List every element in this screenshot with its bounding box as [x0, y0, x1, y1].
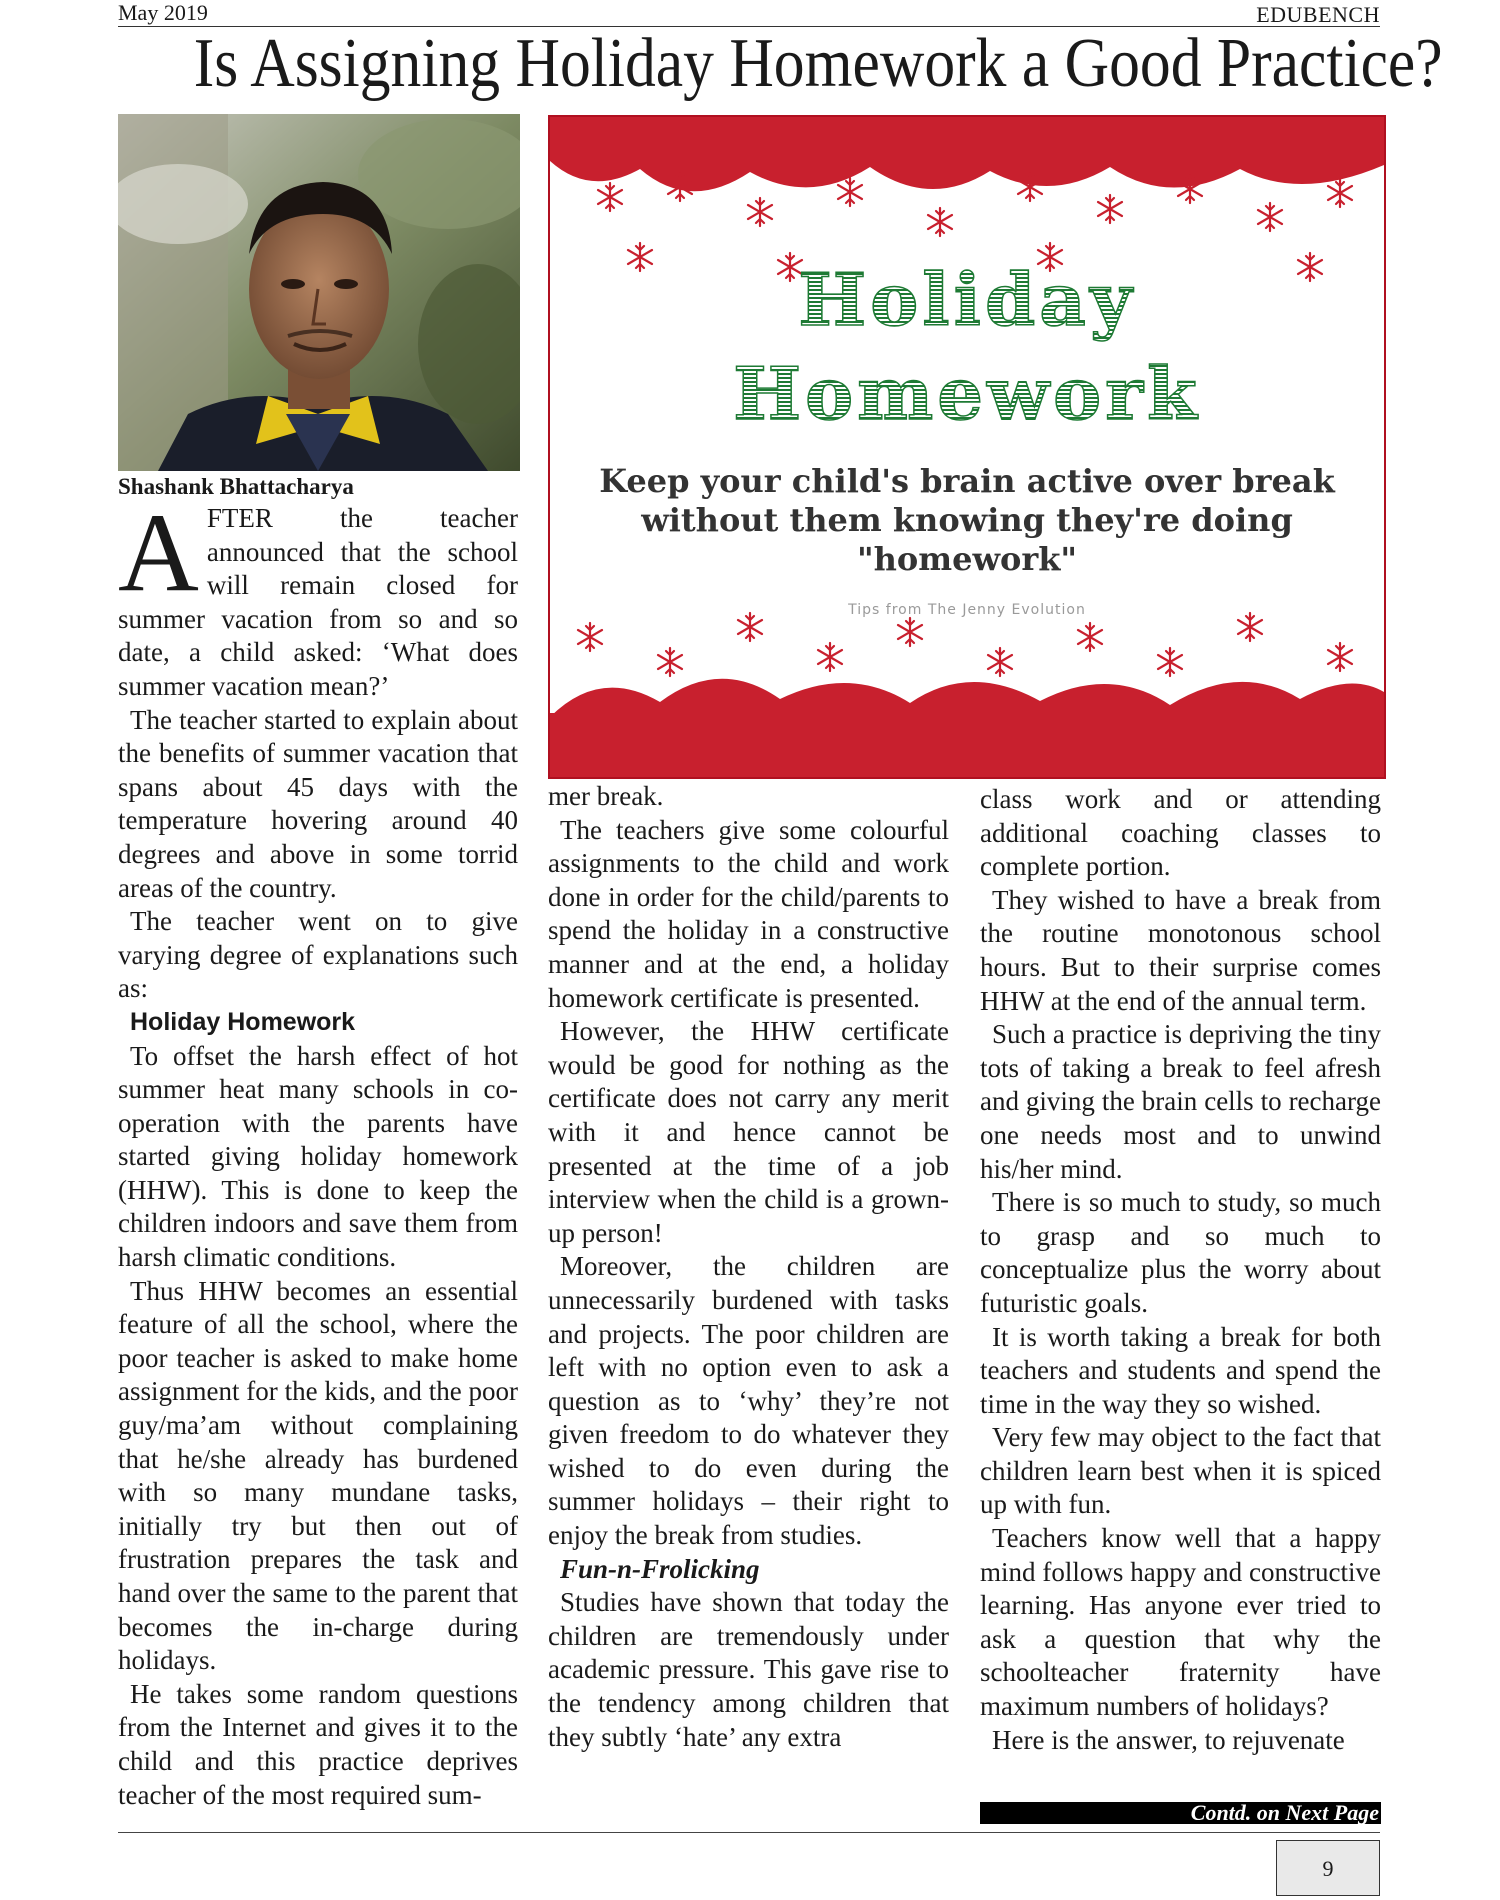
paragraph: FTER the teacher announced that the school will remain closed for summer vacation from so and so date, a child asked: ‘What does summer vacation mean?’ [118, 503, 518, 701]
poster-credit: Tips from The Jenny Evolution [848, 602, 1086, 618]
paragraph: However, the HHW certificate would be good for nothing as the certificate does not carry any merit with it and hence cannot be presented at the time of a job interview when the child is a grown-up person! [548, 1016, 949, 1248]
article-column-3 [980, 783, 1381, 1757]
paragraph: The teacher went on to give varying degree of explanations such as: [118, 906, 518, 1004]
drop-cap: A [118, 491, 199, 615]
paragraph: The teachers give some colourful assignments to the child and work done in order for the child/parents to spend the holiday in a constructive manner and at the end, a holiday homework certificate is presented. [548, 814, 949, 1013]
paragraph: Moreover, the children are unnecessarily burdened with tasks and projects. The poor children are left with no option even to ask a question as to ‘why’ they’re not given freedom to do whatever they wished to do even during the summer holidays – their right to enjoy the break from studies. [548, 1251, 949, 1551]
paragraph: Studies have shown that today the children are tremendously under academic pressure. This gave rise to the tendency among children that they subtly ‘hate’ any extra [548, 1587, 949, 1752]
paragraph: Such a practice is depriving the tiny tots of taking a break to feel afresh and giving the brain cells to recharge one needs most and to unwind his/her mind. [980, 1019, 1381, 1184]
paragraph: mer break. [548, 781, 664, 811]
paragraph: He takes some random questions from the Internet and gives it to the child and this practice deprives teacher of the most required sum- [118, 1678, 518, 1810]
author-portrait-icon [118, 114, 520, 471]
issue-date: May 2019 [118, 0, 208, 25]
paragraph: There is so much to study, so much to grasp and so much to conceptualize plus the worry about futuristic goals. [980, 1187, 1381, 1318]
page-number: 9 [1276, 1840, 1380, 1896]
paragraph: To offset the harsh effect of hot summer heat many schools in co-operation with the parents have started giving holiday homework (HHW). This is done to keep the children indoors and save them from harsh climatic conditions. [118, 1040, 518, 1273]
paragraph: It is worth taking a break for both teachers and students and spend the time in the way they so wished. [980, 1321, 1381, 1419]
paragraph: class work and or attending additional coaching classes to complete portion. [980, 784, 1381, 882]
paragraph: Very few may object to the fact that children learn best when it is spiced up with fun. [980, 1422, 1381, 1520]
poster-graphic [550, 117, 1384, 777]
continued-banner: Contd. on Next Page [980, 1802, 1381, 1824]
poster-tagline: Keep your child's brain active over break without them knowing they're doing "homework" [599, 462, 1335, 578]
holiday-homework-poster [548, 115, 1386, 779]
author-photo [118, 114, 520, 471]
paragraph: Thus HHW becomes an essential feature of all the school, where the poor teacher is asked to make home assignment for the kids, and the poor guy/ma’am without complaining that he/she already has burdened with so many mundane tasks, initially try but then out of frustration prepares the task and hand over the same to the parent that becomes the in-charge during holidays. [118, 1275, 518, 1676]
paragraph: Teachers know well that a happy mind follows happy and constructive learning. Has anyone ever tried to ask a question that why the schoolteacher fraternity have maximum numbers of holidays? [980, 1523, 1381, 1722]
article-column-2 [548, 780, 949, 1754]
paragraph: The teacher started to explain about the benefits of summer vacation that spans about 45 days with the temperature hovering around 40 degrees and above in some torrid areas of the country. [118, 704, 518, 903]
paragraph: Here is the answer, to rejuvenate [992, 1724, 1345, 1755]
subheading-fun-n-frolicking: Fun-n-Frolicking [560, 1553, 760, 1584]
author-byline: Shashank Bhattacharya [118, 474, 354, 499]
footer-divider [118, 1832, 1380, 1833]
publication-name: EDUBENCH [1256, 2, 1380, 27]
paragraph: They wished to have a break from the routine monotonous school hours. But to their surprise comes HHW at the end of the annual term. [980, 884, 1381, 1016]
subheading-holiday-homework: Holiday Homework [130, 1007, 356, 1036]
poster-title-line2: Homework [733, 351, 1201, 436]
poster-title-line1: Holiday [798, 257, 1136, 342]
article-column-1 [118, 491, 518, 1812]
page-title: Is Assigning Holiday Homework a Good Practice? [193, 25, 1443, 102]
